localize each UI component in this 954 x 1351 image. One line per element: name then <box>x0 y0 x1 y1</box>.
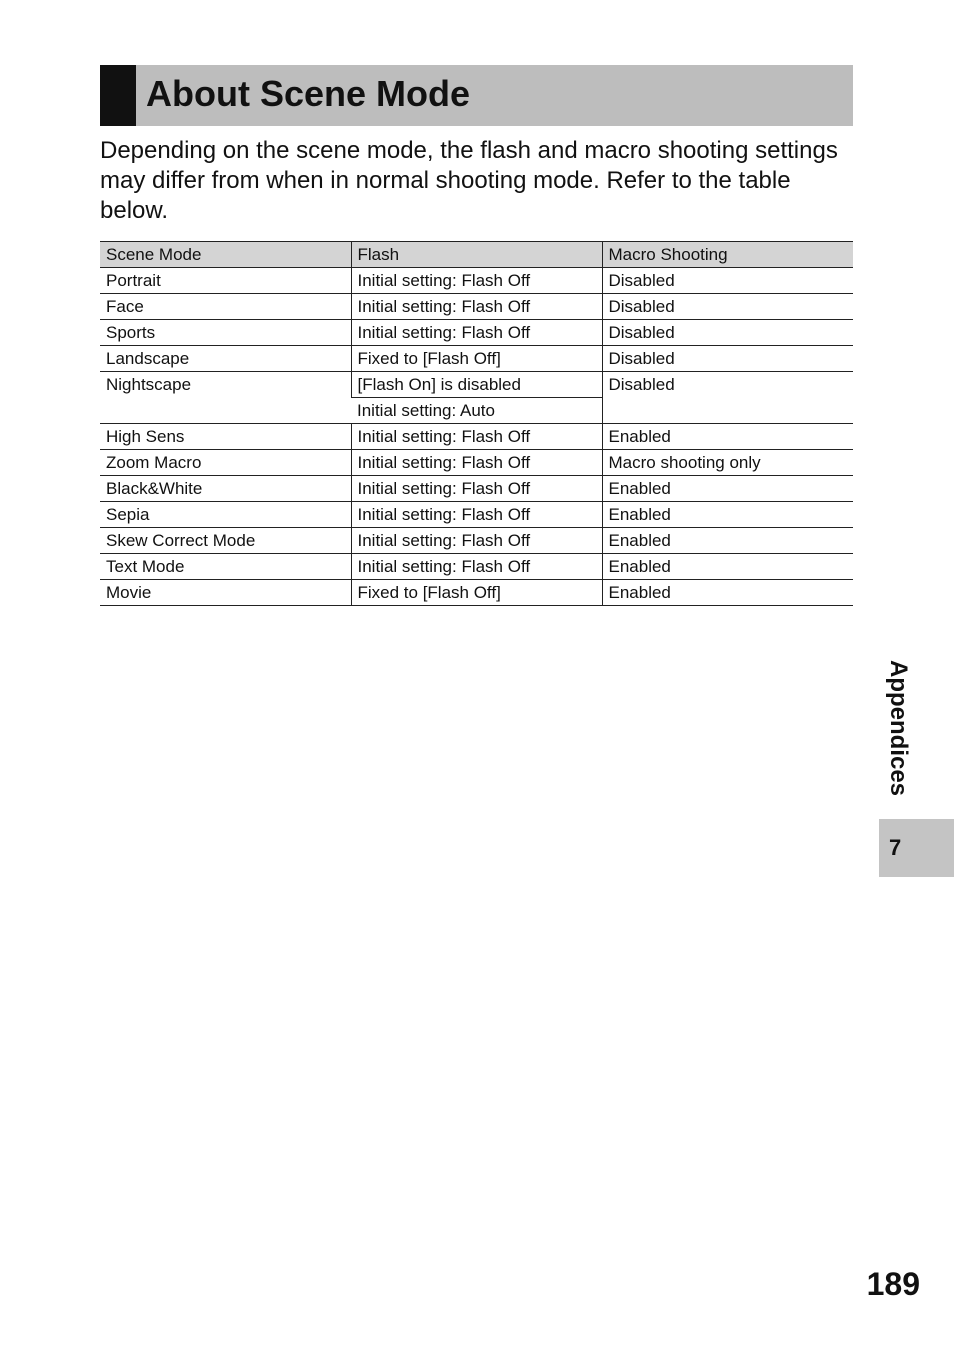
header-flash: Flash <box>351 242 602 268</box>
cell-scene-mode: Landscape <box>100 346 351 372</box>
cell-scene-mode: Portrait <box>100 268 351 294</box>
table-row <box>100 450 853 476</box>
side-tab-label: Appendices <box>885 660 912 797</box>
cell-scene-mode: High Sens <box>100 424 351 450</box>
cell-flash: Initial setting: Flash Off <box>351 554 602 580</box>
cell-macro: Disabled <box>602 294 853 320</box>
cell-flash: [Flash On] is disabled <box>351 372 602 398</box>
cell-macro: Enabled <box>602 554 853 580</box>
table-row <box>100 346 853 372</box>
table-row <box>100 502 853 528</box>
page-title: About Scene Mode <box>146 73 471 114</box>
cell-macro: Disabled <box>602 320 853 346</box>
table-row <box>100 476 853 502</box>
table-row <box>100 320 853 346</box>
cell-flash: Initial setting: Flash Off <box>351 268 602 294</box>
cell-macro: Disabled <box>602 372 853 424</box>
table-row <box>100 372 853 398</box>
cell-flash: Fixed to [Flash Off] <box>351 346 602 372</box>
cell-scene-mode: Zoom Macro <box>100 450 351 476</box>
cell-macro: Disabled <box>602 268 853 294</box>
title-bar <box>100 65 853 126</box>
intro-paragraph: Depending on the scene mode, the flash and macro shooting settings may differ from when in normal shooting mode. Refer to the table below. <box>100 137 838 224</box>
cell-macro: Disabled <box>602 346 853 372</box>
table-row <box>100 554 853 580</box>
cell-flash: Initial setting: Flash Off <box>351 294 602 320</box>
chapter-number: 7 <box>889 835 902 860</box>
cell-flash: Initial setting: Flash Off <box>351 528 602 554</box>
table-row <box>100 424 853 450</box>
table-row <box>100 268 853 294</box>
header-macro-shooting: Macro Shooting <box>602 242 853 268</box>
table-row <box>100 294 853 320</box>
table-row <box>100 528 853 554</box>
cell-scene-mode: Text Mode <box>100 554 351 580</box>
cell-macro: Enabled <box>602 528 853 554</box>
title-marker-block <box>100 65 136 126</box>
header-scene-mode: Scene Mode <box>100 242 351 268</box>
cell-flash: Initial setting: Auto <box>351 398 602 424</box>
cell-macro: Macro shooting only <box>602 450 853 476</box>
cell-scene-mode: Movie <box>100 580 351 606</box>
cell-flash: Initial setting: Flash Off <box>351 450 602 476</box>
cell-scene-mode: Face <box>100 294 351 320</box>
cell-flash: Initial setting: Flash Off <box>351 320 602 346</box>
cell-scene-mode: Sports <box>100 320 351 346</box>
table-row <box>100 580 853 606</box>
cell-flash: Fixed to [Flash Off] <box>351 580 602 606</box>
cell-macro: Enabled <box>602 476 853 502</box>
cell-flash: Initial setting: Flash Off <box>351 424 602 450</box>
cell-flash: Initial setting: Flash Off <box>351 476 602 502</box>
cell-macro: Enabled <box>602 502 853 528</box>
chapter-tab <box>879 819 954 877</box>
page-number: 189 <box>866 1266 920 1302</box>
cell-macro: Enabled <box>602 424 853 450</box>
cell-scene-mode: Nightscape <box>100 372 351 424</box>
scene-mode-table <box>100 241 853 606</box>
cell-scene-mode: Sepia <box>100 502 351 528</box>
table-header-row <box>100 242 853 268</box>
cell-scene-mode: Skew Correct Mode <box>100 528 351 554</box>
cell-flash: Initial setting: Flash Off <box>351 502 602 528</box>
cell-macro: Enabled <box>602 580 853 606</box>
cell-scene-mode: Black&White <box>100 476 351 502</box>
